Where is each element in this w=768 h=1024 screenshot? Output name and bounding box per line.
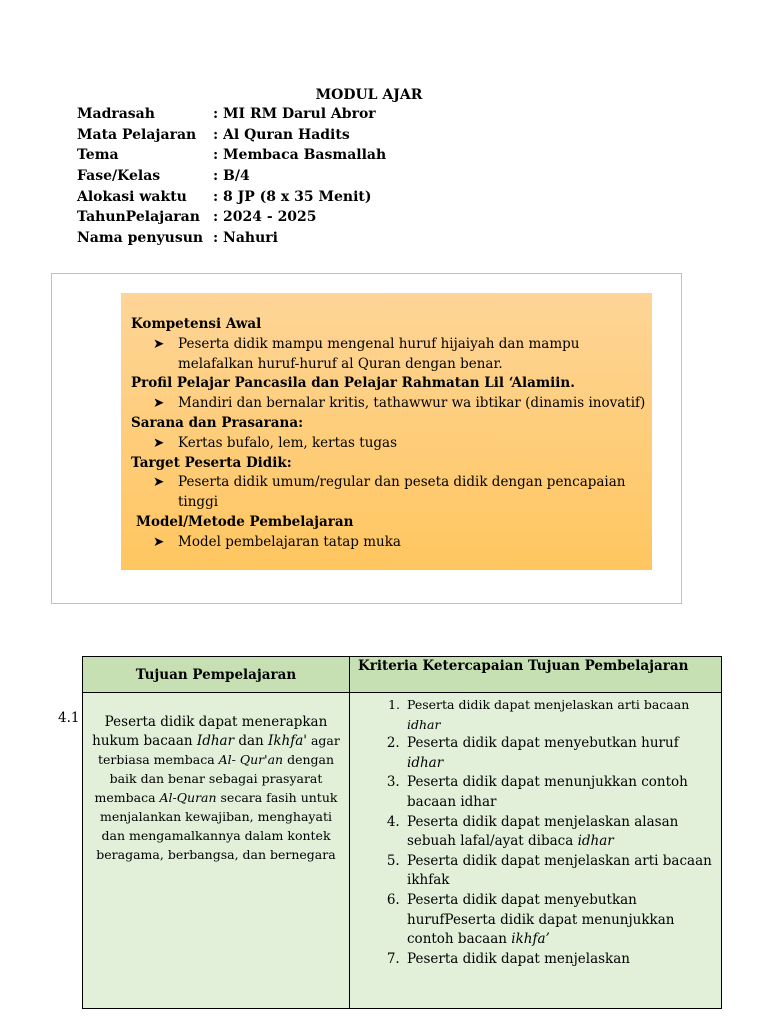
bullet-text: Mandiri dan bernalar kritis, tathawwur wa ibtikar (dinamis inovatif) [178,395,646,412]
bullet-continuation [131,355,691,375]
criteria-text: Peserta didik dapat menjelaskan [407,950,630,967]
objective-term: Ikhfa' [268,733,307,749]
bullet-continuation [131,493,691,513]
meta-label: Alokasi waktu [77,188,187,205]
bullet-text: tinggi [178,494,219,511]
meta-label: Tema [77,147,119,164]
objective-term: Al- Qur'an [218,752,284,767]
section-heading-model: Model/Metode Pembelajaran [136,513,354,530]
section-heading-kompetensi: Kompetensi Awal [131,316,262,332]
criteria-text: Peserta didik dapat menjelaskan arti bacaan ikhfak [407,852,712,889]
learning-objectives-table [82,656,722,1009]
bullet-text: Kertas bufalo, lem, kertas tugas [178,434,398,451]
bullet-text: Model pembelajaran tatap muka [178,533,401,550]
bullet-item [131,335,691,355]
objective-text [92,714,327,749]
header-objectives: Tujuan Pempelajaran [83,657,350,693]
meta-value: : 2024 - 2025 [213,209,317,226]
list-item [404,852,712,891]
criteria-text: Peserta didik dapat menjelaskan arti bacaan [407,697,690,712]
objective-part: agar terbiasa membaca [97,733,340,767]
table-row [83,693,722,1009]
objective-part: secara fasih untuk menjalankan kewajiban, menghayati dan mengamalkannya dalam kontek beragama, berbangsa, dan bernegara [96,790,338,862]
list-item [404,891,712,950]
list-item [404,950,712,970]
bullet-item [131,434,691,454]
section-heading-target: Target Peserta Didik: [131,454,292,471]
criteria-text: Peserta didik dapat menunjukkan contoh bacaan idhar [407,774,688,810]
list-item [404,773,712,812]
arrow-bullet-icon: ➤ [153,533,165,550]
criteria-term: ikhfa’ [511,931,550,948]
section-heading-profil: Profil Pelajar Pancasila dan Pelajar Rahmatan Lil ‘Alamiin. [131,375,575,392]
bullet-text: Peserta didik mampu mengenal huruf hijaiyah dan mampu [178,335,580,352]
objective-number: 4.1 [58,710,80,726]
objective-part: dengan baik dan benar sebagai prasyarat membaca [94,752,335,805]
list-item [404,813,712,852]
meta-value: : 8 JP (8 x 35 Menit) [213,188,372,205]
objective-part: Peserta didik dapat menerapkan hukum bacaan [92,714,328,749]
meta-label: Fase/Kelas [77,168,161,185]
meta-label: TahunPelajaran [77,209,200,226]
arrow-bullet-icon: ➤ [153,474,165,491]
objective-subtext [95,733,340,862]
criteria-text: Peserta didik dapat menjelaskan alasan sebuah lafal/ayat dibaca [407,813,679,850]
meta-value: : MI RM Darul Abror [213,106,376,122]
meta-label: Nama penyusun [77,230,204,247]
criteria-text: Peserta didik dapat menyebutkan huruf [407,735,679,752]
header-criteria: Kriteria Ketercapaian Tujuan Pembelajaran [350,657,722,693]
bullet-item [131,533,691,553]
criteria-term: idhar [407,754,444,771]
objective-cell [83,693,350,1009]
meta-value: : Al Quran Hadits [213,126,350,143]
meta-value: : B/4 [213,168,250,185]
objective-part: dan [234,733,268,749]
section-heading-sarana: Sarana dan Prasarana: [131,414,304,431]
bullet-text: melafalkan huruf-huruf al Quran dengan benar. [178,355,503,372]
competency-content [131,315,691,553]
meta-label: Mata Pelajaran [77,126,197,143]
arrow-bullet-icon: ➤ [153,395,165,412]
meta-value: : Membaca Basmallah [213,147,387,164]
bullet-item [131,394,691,414]
meta-value: : Nahuri [213,230,278,247]
arrow-bullet-icon: ➤ [153,434,165,451]
objective-term: Al-Quran [159,790,217,805]
document-title: MODUL AJAR [315,87,423,103]
criteria-term: idhar [407,716,441,732]
criteria-cell [350,693,722,1009]
meta-label: Madrasah [77,106,155,122]
arrow-bullet-icon: ➤ [153,335,165,352]
table-header-row [83,657,722,693]
objective-term: Idhar [196,733,235,749]
list-item [404,734,712,773]
criteria-list [351,695,720,969]
bullet-text: Peserta didik umum/regular dan peseta didik dengan pencapaian [178,474,626,491]
list-item [404,695,712,734]
criteria-text: Peserta didik dapat menyebutkan hurufPeserta didik dapat menunjukkan contoh bacaan [407,891,675,948]
criteria-term: idhar [577,833,614,850]
bullet-item [131,473,691,493]
